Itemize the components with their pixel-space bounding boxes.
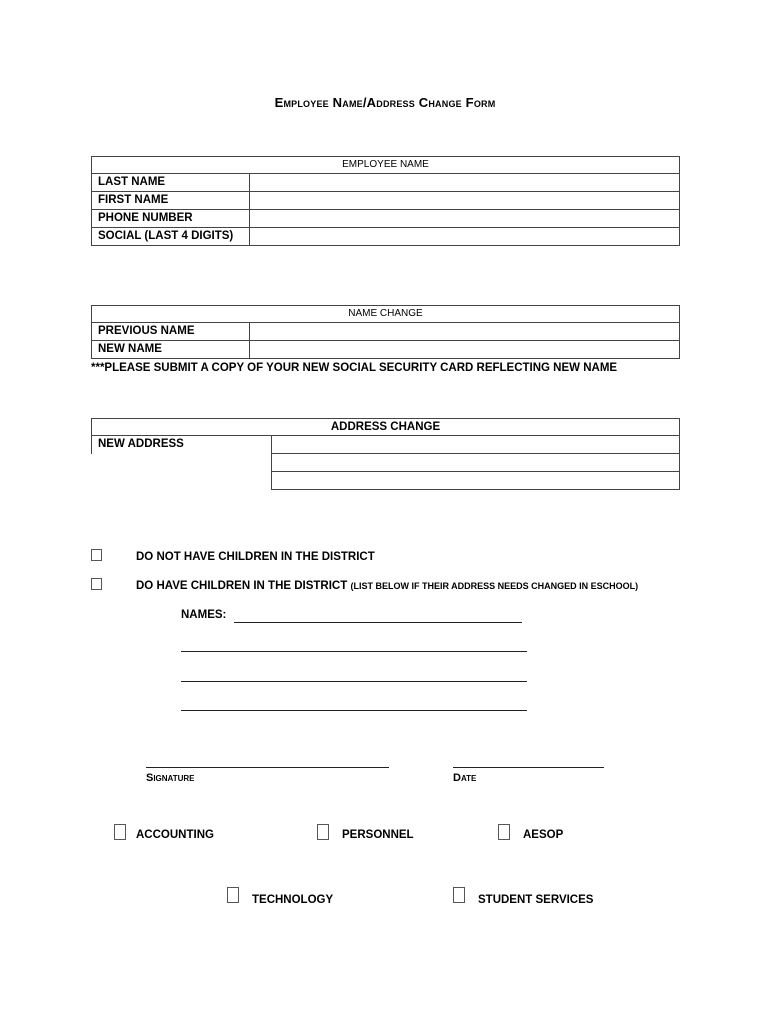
personnel-label: PERSONNEL bbox=[342, 829, 414, 841]
previous-name-field[interactable] bbox=[250, 323, 680, 341]
aesop-checkbox[interactable] bbox=[498, 824, 510, 840]
previous-name-label: PREVIOUS NAME bbox=[92, 323, 250, 341]
aesop-label: AESOP bbox=[523, 829, 564, 841]
have-children-note: (LIST BELOW IF THEIR ADDRESS NEEDS CHANGED IN ESCHOOL) bbox=[350, 581, 639, 591]
technology-label: TECHNOLOGY bbox=[252, 894, 334, 906]
employee-name-table bbox=[91, 156, 680, 246]
address-change-header: ADDRESS CHANGE bbox=[92, 419, 680, 436]
last-name-field[interactable] bbox=[250, 174, 680, 192]
personnel-checkbox[interactable] bbox=[317, 824, 329, 840]
last-name-label: LAST NAME bbox=[92, 174, 250, 192]
new-name-label: NEW NAME bbox=[92, 341, 250, 359]
social-last4-field[interactable] bbox=[250, 228, 680, 246]
child-name-line-4[interactable] bbox=[181, 710, 527, 711]
phone-number-field[interactable] bbox=[250, 210, 680, 228]
address-line-2-field[interactable] bbox=[272, 454, 680, 472]
have-children-checkbox[interactable] bbox=[91, 578, 102, 590]
technology-checkbox[interactable] bbox=[227, 887, 239, 903]
address-change-table bbox=[91, 418, 680, 490]
child-name-line-1[interactable] bbox=[234, 622, 522, 623]
date-line[interactable] bbox=[453, 767, 604, 768]
names-label: NAMES: bbox=[181, 609, 227, 621]
name-change-header: NAME CHANGE bbox=[92, 306, 680, 323]
first-name-field[interactable] bbox=[250, 192, 680, 210]
child-name-line-2[interactable] bbox=[181, 651, 527, 652]
have-children-option bbox=[136, 580, 638, 592]
student-services-label: STUDENT SERVICES bbox=[478, 894, 594, 906]
child-name-line-3[interactable] bbox=[181, 681, 527, 682]
address-line-1-field[interactable] bbox=[272, 436, 680, 454]
accounting-checkbox[interactable] bbox=[114, 824, 126, 840]
social-last4-label: SOCIAL (LAST 4 DIGITS) bbox=[92, 228, 250, 246]
accounting-label: ACCOUNTING bbox=[136, 829, 214, 841]
signature-line[interactable] bbox=[146, 767, 389, 768]
signature-label: Signature bbox=[146, 772, 195, 784]
name-change-table bbox=[91, 305, 680, 359]
no-children-label: DO NOT HAVE CHILDREN IN THE DISTRICT bbox=[136, 551, 375, 563]
student-services-checkbox[interactable] bbox=[453, 887, 465, 903]
social-security-note: ***PLEASE SUBMIT A COPY OF YOUR NEW SOCIAL SECURITY CARD REFLECTING NEW NAME bbox=[91, 362, 618, 374]
new-address-label: NEW ADDRESS bbox=[92, 436, 272, 454]
address-line-3-field[interactable] bbox=[272, 472, 680, 490]
date-label: Date bbox=[453, 772, 477, 784]
employee-name-header: EMPLOYEE NAME bbox=[92, 157, 680, 174]
new-name-field[interactable] bbox=[250, 341, 680, 359]
no-children-checkbox[interactable] bbox=[91, 549, 102, 561]
have-children-label: DO HAVE CHILDREN IN THE DISTRICT bbox=[136, 580, 348, 592]
phone-number-label: PHONE NUMBER bbox=[92, 210, 250, 228]
first-name-label: FIRST NAME bbox=[92, 192, 250, 210]
form-title: Employee Name/Address Change Form bbox=[274, 95, 496, 110]
